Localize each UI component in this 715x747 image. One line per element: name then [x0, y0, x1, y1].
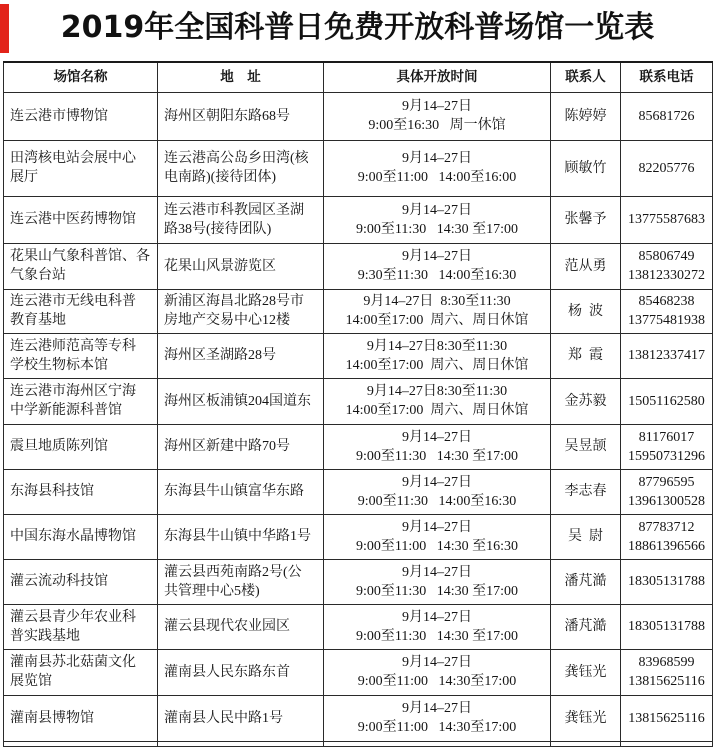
venue-name-cell: [4, 649, 158, 695]
address-line: 海州区新建中路70号: [164, 439, 290, 454]
contact-name: 金苏毅: [564, 393, 607, 409]
address-line: 电南路)(接待团体): [164, 170, 276, 185]
hours-cell: [324, 140, 551, 196]
venue-name-line: 教育基地: [10, 313, 66, 328]
phone-number: 18861396566: [628, 538, 705, 554]
hours-cell: [324, 469, 551, 514]
contact-cell: [551, 378, 621, 424]
address-line: 东海县牛山镇富华东路: [164, 484, 304, 499]
contact-cell: [551, 92, 621, 140]
phone-number: 81176017: [638, 429, 695, 445]
phone-number: 85806749: [638, 249, 695, 264]
contact-cell: [551, 243, 621, 289]
venue-name-cell: [4, 289, 158, 333]
phone-number: 15051162580: [628, 393, 705, 409]
address-cell: [158, 92, 324, 140]
hours-line: 9月14–27日: [402, 99, 472, 114]
address-cell: [158, 514, 324, 559]
hours-line: 14:00至17:00 周六、周日休馆: [345, 357, 529, 373]
address-line: 连云港市科教园区圣湖: [164, 202, 304, 218]
table-row: [4, 289, 713, 333]
column-header-label: 地 址: [220, 68, 261, 85]
venue-name-line: 连云港市无线电科普: [10, 294, 136, 309]
table-row: [4, 695, 713, 741]
address-cell: [158, 695, 324, 741]
phone-number: 85681726: [638, 108, 695, 124]
address-line: 灌云县西苑南路2号(公: [164, 564, 302, 580]
address-line: 连云港高公岛乡田湾(核: [164, 151, 309, 166]
venue-name-line: 灌南县博物馆: [10, 710, 94, 726]
phone-number: 13775587683: [628, 212, 705, 227]
address-cell: [158, 289, 324, 333]
contact-cell: [551, 469, 621, 514]
table-row: [4, 424, 713, 469]
address-cell: [158, 243, 324, 289]
phone-cell: [621, 378, 713, 424]
address-line: 海州区朝阳东路68号: [164, 108, 290, 124]
contact-name: 张馨予: [564, 212, 607, 227]
empty-cell: [4, 741, 158, 746]
hours-line: 9:00至11:30 14:30 至17:00: [355, 583, 519, 599]
contact-name: 龚钰光: [564, 664, 607, 680]
hours-cell: [324, 333, 551, 378]
phone-cell: [621, 649, 713, 695]
address-line: 海州区板浦镇204国道东: [164, 393, 311, 409]
address-line: 花果山风景游览区: [164, 258, 276, 274]
address-line: 新浦区海昌北路28号市: [164, 294, 304, 309]
hours-cell: [324, 559, 551, 604]
contact-name: 范从勇: [564, 258, 607, 274]
venue-name-cell: [4, 604, 158, 649]
hours-line: 9月14–27日: [402, 701, 472, 716]
phone-cell: [621, 140, 713, 196]
phone-number: 13812337417: [628, 348, 705, 363]
hours-cell: [324, 604, 551, 649]
venue-name-line: 震旦地质陈列馆: [10, 439, 108, 454]
contact-name: 李志春: [564, 484, 607, 499]
table-row: [4, 559, 713, 604]
venue-name-line: 连云港市海州区宁海: [10, 384, 136, 399]
phone-cell: [621, 92, 713, 140]
venue-name-cell: [4, 243, 158, 289]
contact-cell: [551, 649, 621, 695]
contact-cell: [551, 196, 621, 243]
phone-number: 82205776: [638, 160, 695, 176]
table-row: [4, 649, 713, 695]
hours-line: 14:00至17:00 周六、周日休馆: [345, 403, 529, 418]
contact-name: 龚钰光: [564, 710, 607, 726]
address-cell: [158, 469, 324, 514]
contact-name: 顾敏竹: [564, 160, 607, 176]
column-header-contact: [551, 62, 621, 92]
column-header-phone: [621, 62, 713, 92]
hours-line: 9:30至11:30 14:00至16:30: [357, 268, 517, 283]
venue-name-line: 连云港市博物馆: [10, 108, 108, 124]
hours-line: 9:00至11:00 14:30至17:00: [357, 674, 517, 689]
address-cell: [158, 604, 324, 649]
venue-table: [3, 61, 713, 747]
contact-name: 陈婷婷: [564, 108, 607, 124]
venue-name-cell: [4, 695, 158, 741]
venue-name-line: 灌云县青少年农业科: [10, 609, 136, 625]
hours-line: 9月14–27日8:30至11:30: [366, 338, 508, 354]
hours-line: 9:00至11:30 14:30 至17:00: [355, 221, 519, 237]
venue-name-line: 田湾核电站会展中心: [10, 151, 136, 166]
phone-number: 87783712: [638, 519, 695, 535]
table-row: [4, 469, 713, 514]
column-header-label: 场馆名称: [53, 68, 108, 85]
table-row: [4, 140, 713, 196]
phone-cell: [621, 243, 713, 289]
contact-cell: [551, 514, 621, 559]
phone-cell: [621, 333, 713, 378]
phone-cell: [621, 559, 713, 604]
hours-line: 9月14–27日: [402, 519, 472, 535]
phone-cell: [621, 289, 713, 333]
hours-cell: [324, 424, 551, 469]
hours-cell: [324, 378, 551, 424]
contact-name: 杨 波: [568, 303, 603, 319]
phone-number: 83968599: [638, 655, 695, 670]
phone-number: 13812330272: [628, 268, 705, 283]
table-row: [4, 92, 713, 140]
address-line: 东海县牛山镇中华路1号: [164, 529, 311, 544]
hours-line: 9:00至11:30 14:30 至17:00: [355, 448, 519, 464]
venue-name-cell: [4, 424, 158, 469]
phone-number: 13815625116: [628, 674, 705, 689]
address-cell: [158, 140, 324, 196]
hours-line: 9:00至11:00 14:30至17:00: [357, 720, 517, 735]
hours-line: 9:00至11:30 14:00至16:30: [357, 493, 517, 509]
column-header-label: 联系电话: [639, 68, 694, 85]
contact-name: 潘芃澔: [564, 619, 607, 634]
contact-cell: [551, 695, 621, 741]
phone-number: 18305131788: [628, 619, 705, 634]
contact-cell: [551, 333, 621, 378]
column-header-address: [158, 62, 324, 92]
address-line: 灌南县人民中路1号: [164, 710, 283, 726]
hours-line: 9月14–27日8:30至11:30: [366, 384, 508, 399]
table-row: [4, 196, 713, 243]
phone-cell: [621, 695, 713, 741]
contact-cell: [551, 289, 621, 333]
phone-number: 13775481938: [628, 313, 705, 328]
contact-name: 吴昱颉: [564, 439, 607, 454]
column-header-venue-name: [4, 62, 158, 92]
venue-name-cell: [4, 196, 158, 243]
hours-line: 9月14–27日: [402, 249, 472, 264]
address-line: 灌南县人民东路东首: [164, 664, 290, 680]
address-line: 路38号(接待团队): [164, 221, 272, 237]
contact-name: 吴 尉: [568, 529, 603, 544]
hours-line: 9:00至16:30 周一休馆: [368, 118, 506, 133]
venue-name-line: 展览馆: [10, 674, 52, 689]
address-line: 灌云县现代农业园区: [164, 619, 290, 634]
venue-name-line: 连云港师范高等专科: [10, 338, 136, 354]
table-header-row: [4, 62, 713, 92]
phone-cell: [621, 469, 713, 514]
hours-line: 9:00至11:30 14:30 至17:00: [355, 628, 519, 644]
venue-name-line: 学校生物标本馆: [10, 357, 108, 373]
venue-name-cell: [4, 140, 158, 196]
contact-cell: [551, 140, 621, 196]
phone-cell: [621, 604, 713, 649]
venue-name-line: 普实践基地: [10, 628, 80, 644]
contact-name: 郑 霞: [568, 348, 603, 363]
table-row: [4, 333, 713, 378]
hours-line: 9月14–27日: [402, 655, 472, 670]
address-line: 共管理中心5楼): [164, 583, 260, 599]
hours-line: 9月14–27日: [402, 202, 472, 218]
venue-name-line: 灌南县苏北菇菌文化: [10, 655, 136, 670]
phone-number: 15950731296: [628, 448, 705, 464]
hours-cell: [324, 289, 551, 333]
venue-name-line: 花果山气象科普馆、各: [10, 249, 150, 264]
empty-cell: [158, 741, 324, 746]
hours-line: 9:00至11:00 14:00至16:00: [357, 170, 517, 185]
empty-cell: [324, 741, 551, 746]
contact-name: 潘芃澔: [564, 574, 607, 589]
phone-cell: [621, 196, 713, 243]
address-cell: [158, 196, 324, 243]
phone-number: 13815625116: [628, 710, 705, 726]
hours-cell: [324, 695, 551, 741]
address-line: 海州区圣湖路28号: [164, 348, 276, 363]
address-cell: [158, 424, 324, 469]
column-header-label: 具体开放时间: [396, 68, 478, 85]
contact-cell: [551, 424, 621, 469]
phone-cell: [621, 514, 713, 559]
hours-line: 9:00至11:00 14:30 至16:30: [355, 538, 519, 554]
venue-name-line: 东海县科技馆: [10, 484, 94, 499]
hours-line: 9月14–27日: [402, 151, 472, 166]
address-line: 房地产交易中心12楼: [164, 313, 290, 328]
column-header-label: 联系人: [565, 68, 606, 85]
hours-cell: [324, 649, 551, 695]
venue-name-line: 连云港中医药博物馆: [10, 212, 136, 227]
page-title: 2019年全国科普日免费开放科普场馆一览表: [60, 10, 655, 45]
address-cell: [158, 559, 324, 604]
venue-name-line: 中学新能源科普馆: [10, 403, 122, 418]
table-row: [4, 604, 713, 649]
phone-number: 85468238: [638, 294, 695, 309]
venue-name-line: 展厅: [10, 170, 38, 185]
phone-number: 87796595: [638, 474, 695, 490]
column-header-hours: [324, 62, 551, 92]
phone-cell: [621, 424, 713, 469]
address-cell: [158, 378, 324, 424]
hours-line: 9月14–27日: [402, 474, 472, 490]
hours-line: 9月14–27日: [402, 429, 472, 445]
hours-line: 9月14–27日: [402, 609, 472, 625]
venue-name-cell: [4, 559, 158, 604]
hours-line: 9月14–27日: [402, 564, 472, 580]
phone-number: 18305131788: [628, 574, 705, 589]
contact-cell: [551, 604, 621, 649]
hours-cell: [324, 514, 551, 559]
address-cell: [158, 333, 324, 378]
venue-name-line: 中国东海水晶博物馆: [10, 529, 136, 544]
address-cell: [158, 649, 324, 695]
contact-cell: [551, 559, 621, 604]
empty-cell: [551, 741, 621, 746]
table-row: [4, 243, 713, 289]
table-row: [4, 378, 713, 424]
hours-cell: [324, 243, 551, 289]
hours-line: 14:00至17:00 周六、周日休馆: [345, 313, 529, 328]
venue-name-cell: [4, 92, 158, 140]
hours-cell: [324, 196, 551, 243]
table-row-partial: [4, 741, 713, 746]
venue-name-line: 灌云流动科技馆: [10, 574, 108, 589]
venue-name-line: 气象台站: [10, 268, 66, 283]
phone-number: 13961300528: [628, 493, 705, 509]
empty-cell: [621, 741, 713, 746]
venue-name-cell: [4, 514, 158, 559]
venue-name-cell: [4, 333, 158, 378]
table-row: [4, 514, 713, 559]
hours-line: 9月14–27日 8:30至11:30: [363, 294, 511, 309]
venue-name-cell: [4, 469, 158, 514]
hours-cell: [324, 92, 551, 140]
venue-name-cell: [4, 378, 158, 424]
